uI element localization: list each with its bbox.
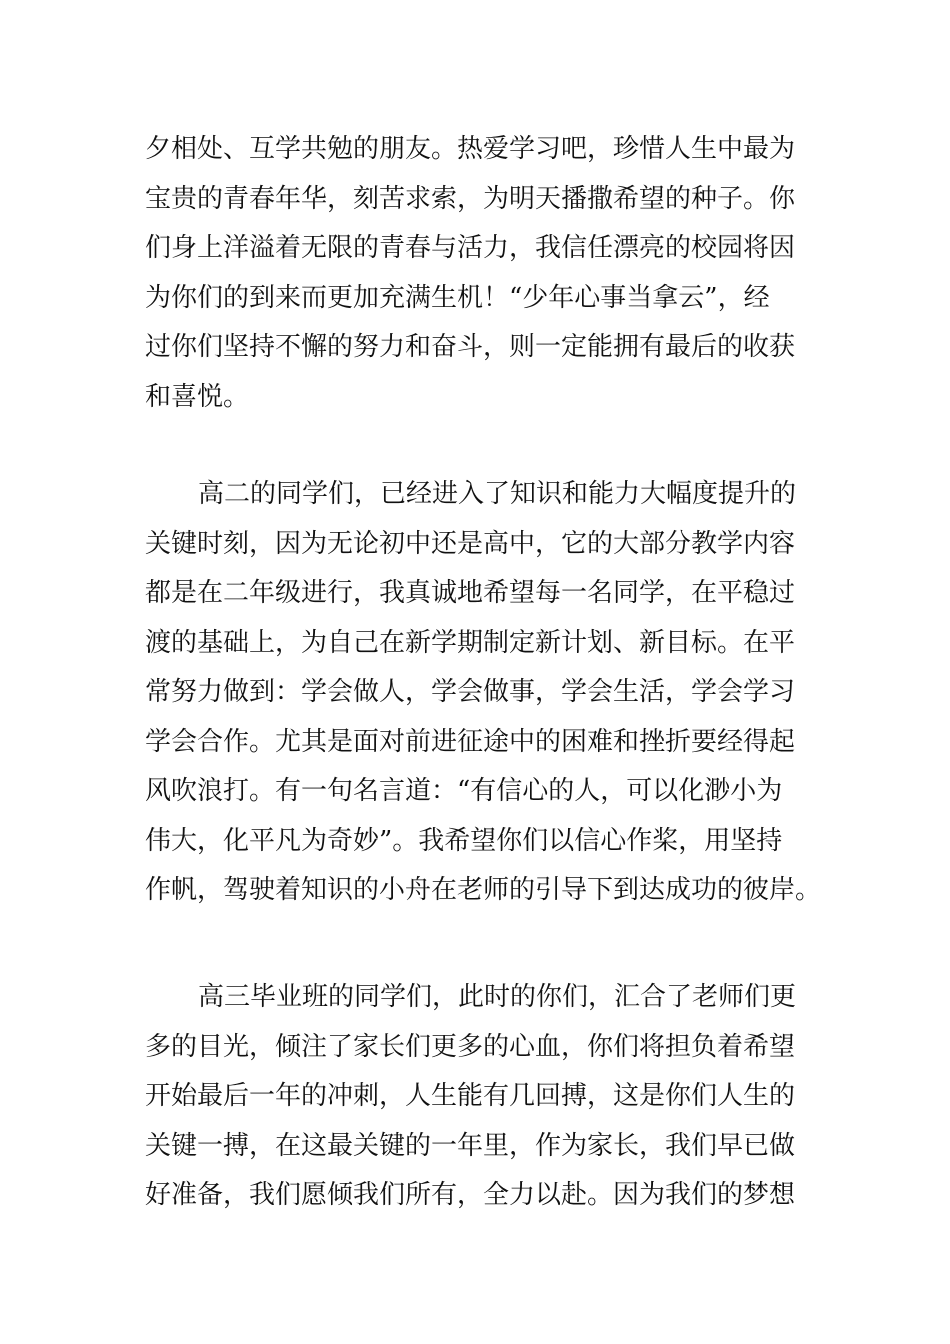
paragraph-line: 高三毕业班的同学们，此时的你们，汇合了老师们更: [198, 982, 797, 1012]
paragraph-line: 都是在二年级进行，我真诚地希望每一名同学，在平稳过: [145, 578, 796, 608]
paragraph-line: 开始最后一年的冲刺，人生能有几回搏，这是你们人生的: [145, 1081, 796, 1111]
paragraph-line: 宝贵的青春年华，刻苦求索，为明天播撒希望的种子。你: [145, 183, 796, 214]
paragraph-line: 们身上洋溢着无限的青春与活力，我信任漂亮的校园将因: [145, 233, 796, 263]
paragraph-line: 好准备，我们愿倾我们所有，全力以赴。因为我们的梦想: [145, 1180, 796, 1210]
paragraph-line: 过你们坚持不懈的努力和奋斗，则一定能拥有最后的收获: [145, 332, 796, 362]
paragraph-line: 伟大，化平凡为奇妙”。我希望你们以信心作桨，用坚持: [145, 825, 783, 856]
paragraph-line: 作帆，驾驶着知识的小舟在老师的引导下到达成功的彼岸。: [145, 875, 822, 905]
paragraph-line: 学会合作。尤其是面对前进征途中的困难和挫折要经得起: [145, 726, 796, 757]
paragraph-line: 多的目光，倾注了家长们更多的心血，你们将担负着希望: [145, 1031, 796, 1062]
paragraph-1: [145, 125, 810, 422]
paragraph-line: 常努力做到：学会做人，学会做事，学会生活，学会学习: [145, 677, 796, 707]
paragraph-line: 关键时刻，因为无论初中还是高中，它的大部分教学内容: [145, 528, 796, 559]
paragraph-line: 高二的同学们，已经进入了知识和能力大幅度提升的: [198, 479, 797, 509]
paragraph-line: 为你们的到来而更加充满生机！“少年心事当拿云”，经: [145, 282, 770, 313]
paragraph-line: 关键一搏，在这最关键的一年里，作为家长，我们早已做: [145, 1130, 796, 1161]
paragraph-2: [145, 470, 822, 916]
paragraph-line: 风吹浪打。有一句名言道：“有信心的人，可以化渺小为: [145, 776, 783, 806]
paragraph-line: 渡的基础上，为自己在新学期制定新计划、新目标。在平: [145, 627, 796, 658]
paragraph-3: [145, 973, 810, 1221]
paragraph-line: 夕相处、互学共勉的朋友。热爱学习吧，珍惜人生中最为: [145, 134, 796, 164]
paragraph-line: 和喜悦。: [145, 381, 250, 412]
